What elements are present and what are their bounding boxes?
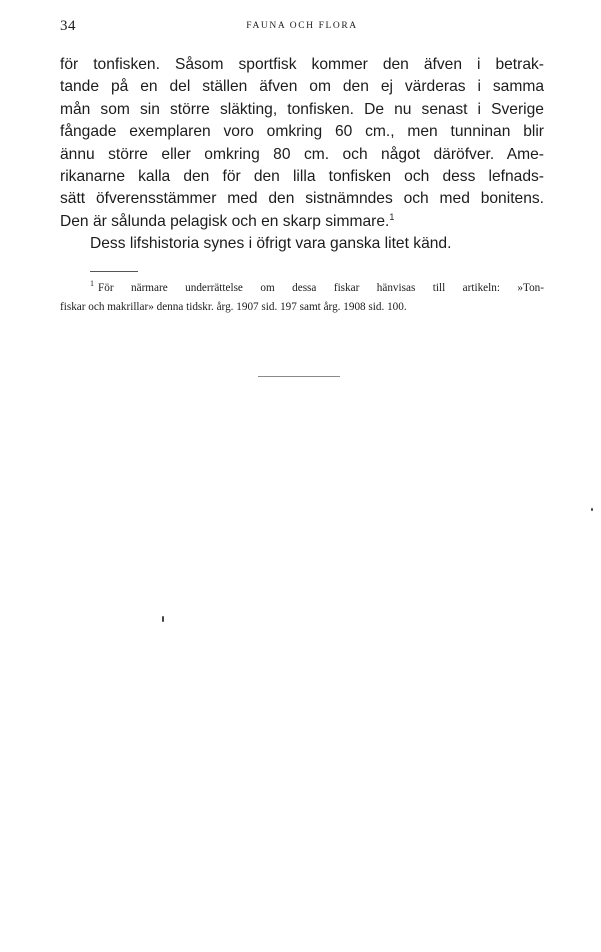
footnote-line bbox=[60, 279, 544, 298]
body-line: rikanarne kalla den för den lilla tonfisken och dess lefnads- bbox=[60, 168, 544, 186]
end-divider bbox=[258, 376, 340, 377]
print-speck bbox=[162, 616, 164, 622]
closing-line: Dess lifshistoria synes i öfrigt vara ganska litet känd. bbox=[90, 235, 452, 253]
body-line: sätt öfverensstämmer med den sistnämndes och med bonitens. bbox=[60, 190, 544, 208]
running-title: FAUNA OCH FLORA bbox=[246, 21, 358, 31]
body-line: tande på en del ställen äfven om den ej värderas i samma bbox=[60, 78, 544, 96]
footnote bbox=[60, 279, 544, 317]
body-line-text: Den är sålunda pelagisk och en skarp simmare. bbox=[60, 212, 390, 230]
footnote-divider bbox=[90, 271, 138, 272]
print-speck bbox=[591, 508, 593, 511]
body-line: mån som sin större släkting, tonfisken. De nu senast i Sverige bbox=[60, 100, 544, 118]
footnote-text: För närmare underrättelse om dessa fiskar hänvisas till artikeln: »Ton- bbox=[98, 282, 544, 294]
body-line: fångade exemplaren voro omkring 60 cm., men tunninan blir bbox=[60, 123, 544, 141]
footnote-marker: 1 bbox=[90, 279, 94, 289]
footnote-line: fiskar och makrillar» denna tidskr. årg. 1907 sid. 197 samt årg. 1908 sid. 100. bbox=[60, 301, 407, 313]
body-line-with-footnote bbox=[60, 211, 544, 233]
footnote-reference: 1 bbox=[389, 211, 395, 222]
body-line: ännu större eller omkring 80 cm. och något däröfver. Ame- bbox=[60, 145, 544, 163]
body-line: för tonfisken. Såsom sportfisk kommer den äfven i betrak- bbox=[60, 56, 544, 73]
page-number: 34 bbox=[60, 18, 76, 34]
body-paragraphs bbox=[60, 54, 544, 256]
page-header bbox=[60, 18, 544, 38]
